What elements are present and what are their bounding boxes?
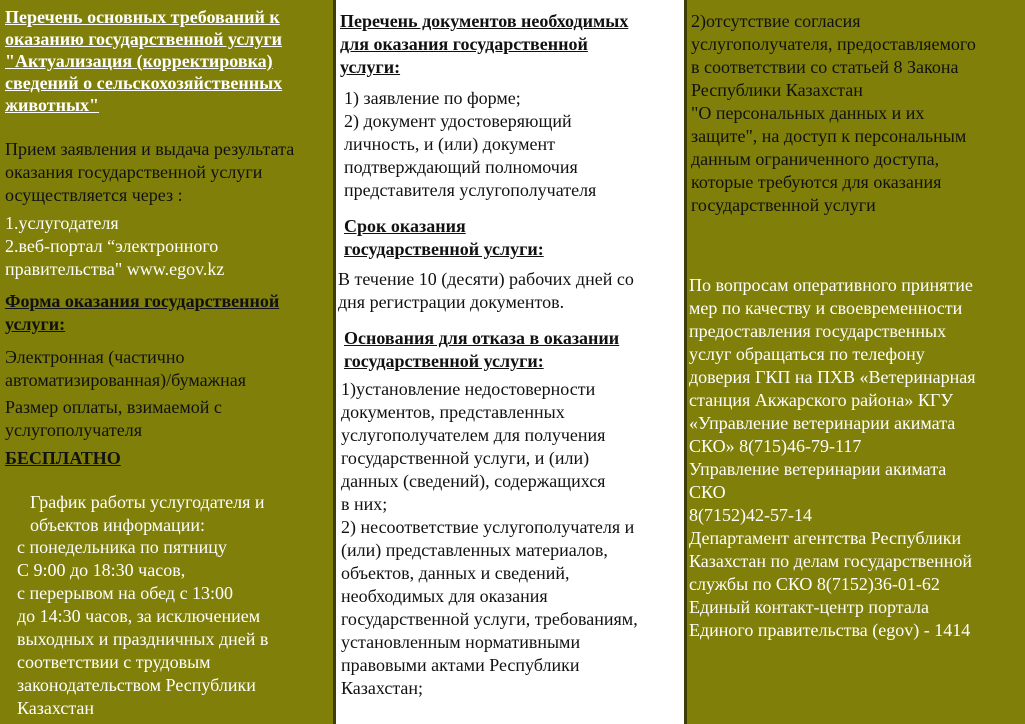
column-divider: [333, 0, 336, 724]
refusal-list: 1)установление недостоверности документов, представленных услугополучателем для получения государственной услуги, и (или) данных (сведений), содержащихся в них; 2) несоответствие услугополучателя и (или) представленных материалов, объектов, данных и сведений, необходимых для оказания государственной услуги, требованиям, установленным нормативными правовыми актами Республики Казахстан;: [341, 379, 638, 698]
term-heading: Срок оказания государственной услуги:: [344, 216, 544, 259]
contacts-text: По вопросам оперативного принятие мер по качеству и своевременности предоставления государственных услуг обращаться по телефону доверия ГКП на ПХВ «Ветеринарная станция Акжарского района» КГУ «Управление ветеринарии акимата СКО» 8(715)46-79-117 Управление ветеринарии акимата СКО 8(7152)42-57-14 Департамент агентства Республики Казахстан по делам государственной службы по СКО 8(7152)36-01-62 Единый контакт-центр портала Единого правительства (egov) - 1414: [689, 275, 976, 640]
right-column: [685, 0, 1025, 724]
docs-heading: Перечень документов необходимых для оказания государственной услуги:: [340, 11, 629, 77]
form-text: Электронная (частично автоматизированная)/бумажная: [5, 347, 246, 390]
form-heading: Форма оказания государственной услуги:: [5, 291, 280, 334]
refusal-heading: Основания для отказа в оказании государственной услуги:: [344, 328, 620, 371]
channels-list: 1.услугодателя 2.веб-портал “электронного правительства" www.egov.kz: [5, 213, 225, 279]
schedule-text: с понедельника по пятницу С 9:00 до 18:30 часов, с перерывом на обед с 13:00 до 14:30 часов, за исключением выходных и праздничных дней в соответствии с трудовым законодательством Республики Казахстан: [17, 537, 269, 718]
middle-column: [334, 0, 685, 724]
fee-text: Размер оплаты, взимаемой с услугополучателя: [5, 397, 222, 440]
schedule-heading: График работы услугодателя и объектов информации:: [30, 492, 265, 535]
intro-text: Прием заявления и выдача результата оказания государственной услуги осуществляется через :: [5, 139, 295, 205]
term-text: В течение 10 (десяти) рабочих дней со дня регистрации документов.: [338, 269, 634, 312]
consent-text: 2)отсутствие согласия услугополучателя, предоставляемого в соответствии со статьей 8 Закона Республики Казахстан "О персональных данных и их защите", на доступ к персональным данным ограниченного доступа, которые требуются для оказания государственной услуги: [691, 11, 976, 215]
fee-value: БЕСПЛАТНО: [5, 448, 121, 468]
left-column: [0, 0, 334, 724]
column-divider: [684, 0, 687, 724]
docs-list: 1) заявление по форме; 2) документ удостоверяющий личность, и (или) документ подтверждающий полномочия представителя услугополучателя: [344, 88, 597, 200]
requirements-heading: Перечень основных требований к оказанию государственной услуги "Актуализация (корректировка) сведений о сельскохозяйственных животных": [5, 7, 283, 115]
